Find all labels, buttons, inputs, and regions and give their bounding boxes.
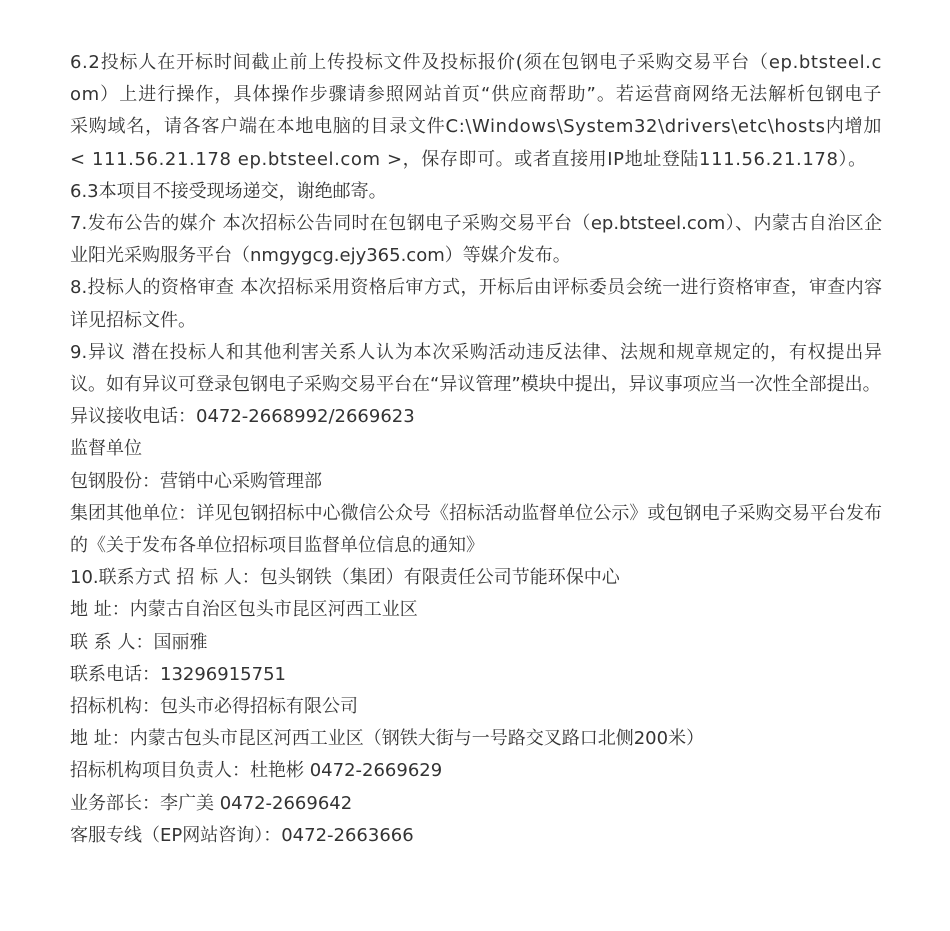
paragraph-6-3: 6.3本项目不接受现场递交，谢绝邮寄。 (70, 180, 387, 202)
supervision-title: 监督单位 (70, 438, 142, 460)
agency-address: 地 址：内蒙古包头市昆区河西工业区（钢铁大街与一号路交叉路口北侧200米） (70, 728, 705, 750)
business-head: 业务部长：李广美 0472-2669642 (70, 792, 353, 814)
paragraph-9-objection: 9.异议 潜在投标人和其他利害关系人认为本次采购活动违反法律、法规和规章规定的，有权提出异议。如有异议可登录包钢电子采购交易平台在“异议管理”模块中提出，异议事项应当一次性全部提出。 (70, 341, 882, 396)
tenderer-address: 地 址：内蒙古自治区包头市昆区河西工业区 (70, 599, 418, 621)
customer-service-line: 客服专线（EP网站咨询）：0472-2663666 (70, 824, 414, 846)
paragraph-10-tenderer: 10.联系方式 招 标 人：包头钢铁（集团）有限责任公司节能环保中心 (70, 567, 620, 589)
supervision-group: 集团其他单位：详见包钢招标中心微信公众号《招标活动监督单位公示》或包钢电子采购交易平台发布的《关于发布各单位招标项目监督单位信息的通知》 (70, 502, 882, 557)
paragraph-6-2: 6.2投标人在开标时间截止前上传投标文件及投标报价(须在包钢电子采购交易平台（ep.btsteel.com）上进行操作，具体操作步骤请参照网站首页“供应商帮助”。若运营商网络无法解析包钢电子采购域名，请各客户端在本地电脑的目录文件C:\Windows\System32\drivers\etc\hosts内增加< 111.56.21.178 ep.btsteel.com >，保存即可。或者直接用IP地址登陆111.56.21.178）。 (70, 52, 882, 170)
paragraph-7-media: 7.发布公告的媒介 本次招标公告同时在包钢电子采购交易平台（ep.btsteel.com）、内蒙古自治区企业阳光采购服务平台（nmgygcg.ejy365.com）等媒介发布。 (70, 213, 882, 267)
tender-agency: 招标机构：包头市必得招标有限公司 (70, 696, 358, 718)
supervision-baogang: 包钢股份：营销中心采购管理部 (70, 470, 322, 492)
contact-person: 联 系 人：国丽雅 (70, 631, 208, 653)
agency-project-manager: 招标机构项目负责人：杜艳彬 0472-2669629 (70, 760, 443, 782)
paragraph-8-qualification: 8.投标人的资格审查 本次招标采用资格后审方式，开标后由评标委员会统一进行资格审查，审查内容详见招标文件。 (70, 277, 882, 331)
contact-phone: 联系电话：13296915751 (70, 663, 286, 685)
objection-phone: 异议接收电话：0472-2668992/2669623 (70, 406, 415, 428)
